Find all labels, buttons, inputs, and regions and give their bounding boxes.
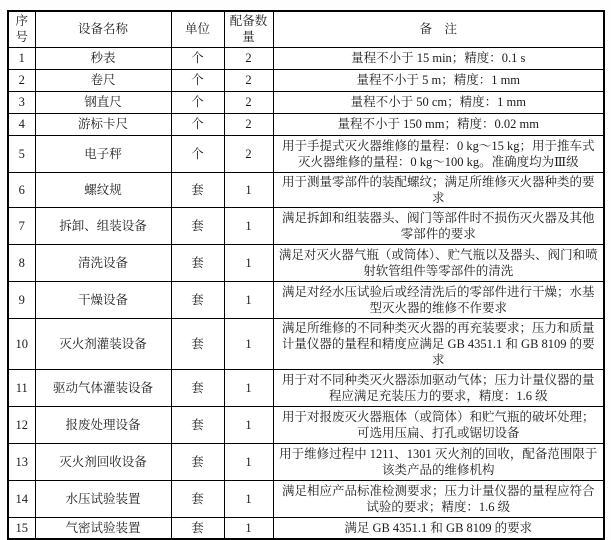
table-row — [8, 172, 604, 207]
cell-remark: 满足 GB 4351.1 和 GB 8109 的要求 — [273, 517, 604, 539]
cell-serial: 5 — [8, 135, 35, 172]
cell-equipment-name: 气密试验装置 — [35, 517, 171, 539]
cell-quantity: 1 — [224, 318, 273, 369]
table-row — [8, 406, 604, 443]
cell-unit: 套 — [171, 281, 224, 318]
cell-remark: 量程不小于 50 cm；精度：1 mm — [273, 91, 604, 113]
cell-remark: 满足所维修的不同种类灭火器的再充装要求；压力和质量计量仪器的量程和精度应满足 GB 4351.1 和 GB 8109 的要求 — [273, 318, 604, 369]
cell-equipment-name: 拆卸、组装设备 — [35, 207, 171, 244]
cell-equipment-name: 水压试验装置 — [35, 480, 171, 517]
cell-remark: 满足拆卸和组装器头、阀门等部件时不损伤灭火器及其他零部件的要求 — [273, 207, 604, 244]
cell-quantity: 1 — [224, 480, 273, 517]
table-header — [8, 11, 604, 47]
cell-remark: 满足对灭火器气瓶（或筒体）、贮气瓶以及器头、阀门和喷射软管组件等零部件的清洗 — [273, 244, 604, 281]
cell-remark: 用于对不同种类灭火器添加驱动气体；压力计量仪器的量程应满足充装压力的要求，精度：1.6 级 — [273, 369, 604, 406]
cell-unit: 套 — [171, 480, 224, 517]
cell-quantity: 2 — [224, 91, 273, 113]
cell-quantity: 2 — [224, 47, 273, 69]
cell-serial: 10 — [8, 318, 35, 369]
table-body — [8, 47, 604, 539]
header-unit: 单位 — [171, 11, 224, 47]
cell-quantity: 1 — [224, 281, 273, 318]
table-row — [8, 135, 604, 172]
cell-equipment-name: 卷尺 — [35, 69, 171, 91]
table-row — [8, 369, 604, 406]
cell-equipment-name: 灭火剂回收设备 — [35, 443, 171, 480]
cell-unit: 套 — [171, 172, 224, 207]
cell-quantity: 2 — [224, 69, 273, 91]
cell-unit: 个 — [171, 113, 224, 135]
cell-unit: 套 — [171, 369, 224, 406]
cell-remark: 用于测量零部件的装配螺纹；满足所维修灭火器种类的要求 — [273, 172, 604, 207]
cell-quantity: 1 — [224, 172, 273, 207]
cell-unit: 个 — [171, 91, 224, 113]
cell-equipment-name: 螺纹规 — [35, 172, 171, 207]
cell-unit: 个 — [171, 69, 224, 91]
table-row — [8, 113, 604, 135]
cell-equipment-name: 清洗设备 — [35, 244, 171, 281]
cell-remark: 量程不小于 15 min；精度：0.1 s — [273, 47, 604, 69]
table-row — [8, 281, 604, 318]
cell-equipment-name: 驱动气体灌装设备 — [35, 369, 171, 406]
cell-quantity: 2 — [224, 135, 273, 172]
table-row — [8, 318, 604, 369]
header-quantity: 配备数量 — [224, 11, 273, 47]
cell-equipment-name: 干燥设备 — [35, 281, 171, 318]
cell-remark: 满足相应产品标准检测要求；压力计量仪器的量程应符合试验的要求；精度：1.6 级 — [273, 480, 604, 517]
cell-serial: 7 — [8, 207, 35, 244]
cell-equipment-name: 灭火剂灌装设备 — [35, 318, 171, 369]
cell-remark: 量程不小于 5 m；精度：1 mm — [273, 69, 604, 91]
table-row — [8, 207, 604, 244]
table-row — [8, 69, 604, 91]
cell-serial: 15 — [8, 517, 35, 539]
cell-unit: 套 — [171, 517, 224, 539]
cell-serial: 9 — [8, 281, 35, 318]
cell-serial: 6 — [8, 172, 35, 207]
table-row — [8, 443, 604, 480]
cell-remark: 用于对报废灭火器瓶体（或筒体）和贮气瓶的破坏处理；可选用压扁、打孔或锯切设备 — [273, 406, 604, 443]
table-row — [8, 244, 604, 281]
cell-unit: 套 — [171, 318, 224, 369]
cell-quantity: 2 — [224, 113, 273, 135]
table-row — [8, 480, 604, 517]
cell-unit: 套 — [171, 443, 224, 480]
cell-unit: 套 — [171, 406, 224, 443]
header-row — [8, 11, 604, 47]
cell-quantity: 1 — [224, 443, 273, 480]
cell-quantity: 1 — [224, 244, 273, 281]
cell-serial: 12 — [8, 406, 35, 443]
cell-equipment-name: 游标卡尺 — [35, 113, 171, 135]
cell-unit: 套 — [171, 244, 224, 281]
cell-serial: 2 — [8, 69, 35, 91]
table-row — [8, 517, 604, 539]
cell-equipment-name: 秒表 — [35, 47, 171, 69]
cell-quantity: 1 — [224, 406, 273, 443]
header-equipment-name: 设备名称 — [35, 11, 171, 47]
cell-quantity: 1 — [224, 517, 273, 539]
cell-unit: 个 — [171, 47, 224, 69]
cell-equipment-name: 电子秤 — [35, 135, 171, 172]
cell-serial: 8 — [8, 244, 35, 281]
cell-remark: 量程不小于 150 mm；精度：0.02 mm — [273, 113, 604, 135]
cell-serial: 11 — [8, 369, 35, 406]
table-row — [8, 47, 604, 69]
cell-serial: 13 — [8, 443, 35, 480]
cell-equipment-name: 报废处理设备 — [35, 406, 171, 443]
cell-unit: 套 — [171, 207, 224, 244]
cell-equipment-name: 钢直尺 — [35, 91, 171, 113]
equipment-table — [7, 10, 605, 540]
cell-remark: 用于维修过程中 1211、1301 灭火剂的回收，配备范围限于该类产品的维修机构 — [273, 443, 604, 480]
table-row — [8, 91, 604, 113]
header-remark: 备 注 — [273, 11, 604, 47]
cell-quantity: 1 — [224, 207, 273, 244]
cell-remark: 用于手提式灭火器维修的量程：0 kg～15 kg；用于推车式灭火器维修的量程：0 kg～100 kg。准确度均为Ⅲ级 — [273, 135, 604, 172]
cell-serial: 3 — [8, 91, 35, 113]
cell-serial: 1 — [8, 47, 35, 69]
header-serial-number: 序号 — [8, 11, 35, 47]
cell-unit: 个 — [171, 135, 224, 172]
cell-serial: 4 — [8, 113, 35, 135]
cell-serial: 14 — [8, 480, 35, 517]
cell-remark: 满足对经水压试验后或经清洗后的零部件进行干燥；水基型灭火器的维修不作要求 — [273, 281, 604, 318]
cell-quantity: 1 — [224, 369, 273, 406]
